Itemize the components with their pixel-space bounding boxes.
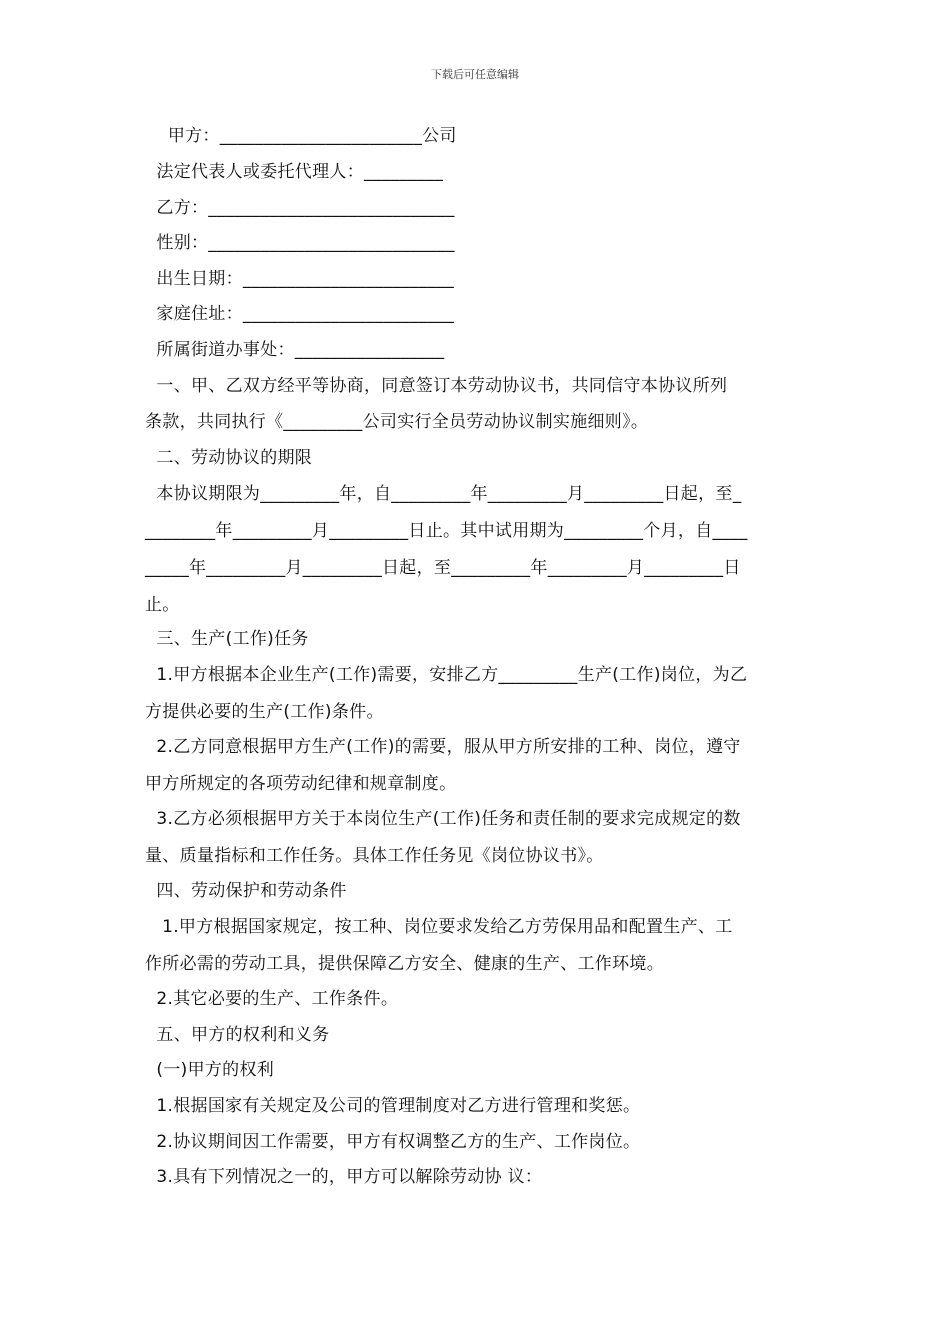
paragraph-line: 3.具有下列情况之一的，甲方可以解除劳动协 议： <box>145 1167 543 1187</box>
paragraph-line: 甲方所规定的各项劳动纪律和规章制度。 <box>145 774 457 794</box>
paragraph-line: 本协议期限为_________年，自_________年_________月_________日起，至_ <box>145 484 742 504</box>
section-heading: 四、劳动保护和劳动条件 <box>145 881 347 901</box>
birth-date-field: 出生日期：________________________ <box>145 269 455 289</box>
paragraph-line: 一、甲、乙双方经平等协商，同意签订本劳动协议书，共同信守本协议所列 <box>145 376 728 396</box>
paragraph-line: 方提供必要的生产(工作)条件。 <box>145 702 384 722</box>
paragraph-line: 2.其它必要的生产、工作条件。 <box>145 989 399 1009</box>
section-heading: 三、生产(工作)任务 <box>145 629 309 649</box>
paragraph-line: ________年_________月_________日止。其中试用期为_________个月，自____ <box>145 521 748 541</box>
gender-field: 性别：____________________________ <box>145 233 455 253</box>
paragraph-line: 2.协议期间因工作需要，甲方有权调整乙方的生产、工作岗位。 <box>145 1132 641 1152</box>
paragraph-line: 止。 <box>145 595 180 615</box>
paragraph-line: 2.乙方同意根据甲方生产(工作)的需要，服从甲方所安排的工种、岗位，遵守 <box>145 737 741 757</box>
legal-representative-field: 法定代表人或委托代理人：_________ <box>145 162 444 182</box>
street-office-field: 所属街道办事处：_________________ <box>145 340 445 360</box>
paragraph-line: 1.根据国家有关规定及公司的管理制度对乙方进行管理和奖惩。 <box>145 1096 641 1116</box>
page-header-note: 下载后可任意编辑 <box>431 68 519 81</box>
party-a-field: 甲方：_______________________公司 <box>145 126 457 146</box>
section-heading: 五、甲方的权利和义务 <box>145 1025 330 1045</box>
section-heading: 二、劳动协议的期限 <box>145 448 313 468</box>
paragraph-line: 3.乙方必须根据甲方关于本岗位生产(工作)任务和责任制的要求完成规定的数 <box>145 809 741 829</box>
home-address-field: 家庭住址：________________________ <box>145 304 455 324</box>
paragraph-line: 条款，共同执行《_________公司实行全员劳动协议制实施细则》。 <box>145 412 649 432</box>
paragraph-line: 作所必需的劳动工具，提供保障乙方安全、健康的生产、工作环境。 <box>145 954 664 974</box>
paragraph-line: 1.甲方根据国家规定，按工种、岗位要求发给乙方劳保用品和配置生产、工 <box>145 917 733 937</box>
party-b-field: 乙方：____________________________ <box>145 198 455 218</box>
paragraph-line: 1.甲方根据本企业生产(工作)需要，安排乙方_________生产(工作)岗位，为乙 <box>145 665 748 685</box>
paragraph-line: 量、质量指标和工作任务。具体工作任务见《岗位协议书》。 <box>145 846 604 866</box>
paragraph-line: _____年_________月_________日起，至_________年_________月_________日 <box>145 558 741 578</box>
subsection-heading: (一)甲方的权利 <box>145 1060 275 1080</box>
